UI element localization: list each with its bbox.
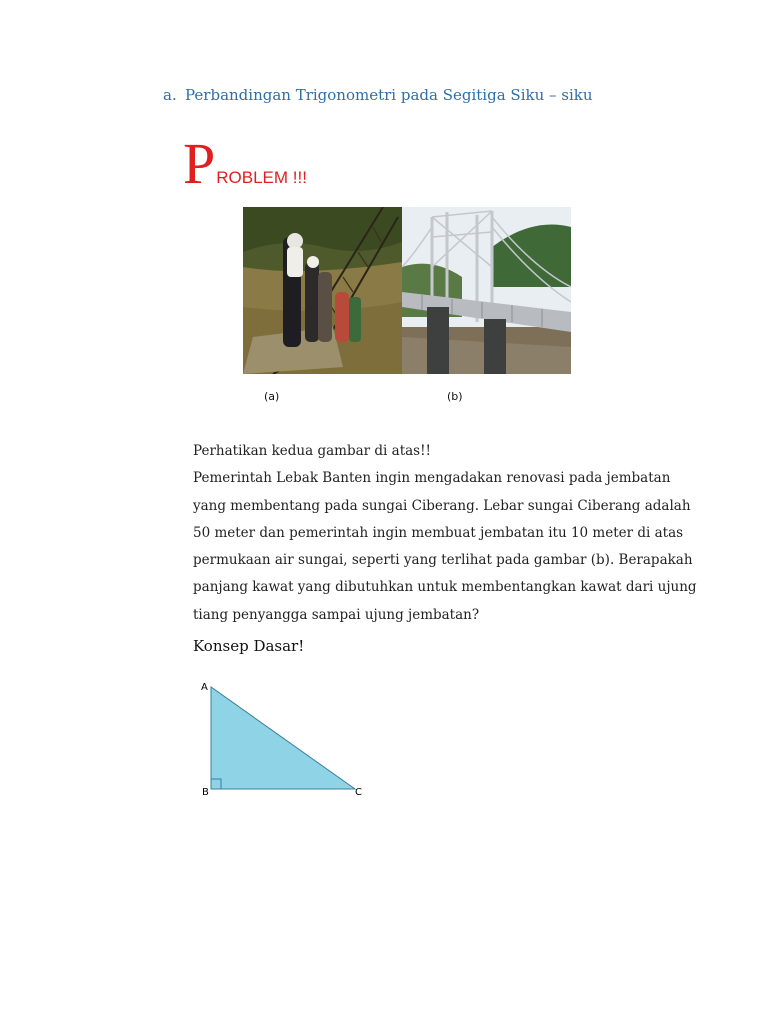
paragraph-line: yang membentang pada sungai Ciberang. Lebar sungai Ciberang adalah [193,497,691,514]
photo-b [402,207,571,374]
section-title: Perbandingan Trigonometri pada Segitiga Siku – siku [185,86,593,104]
paragraph-line: tiang penyangga sampai ujung jembatan? [193,606,480,623]
vertex-label-a: A [201,682,208,693]
section-marker: a. [163,86,177,104]
problem-rest: ROBLEM !!! [216,168,307,187]
paragraph-line: panjang kawat yang dibutuhkan untuk membentangkan kawat dari ujung [193,579,697,596]
problem-big-letter: P [183,131,216,196]
paragraph-line: Perhatikan kedua gambar di atas!! [193,443,431,459]
paragraph-line: 50 meter dan pemerintah ingin membuat jembatan itu 10 meter di atas [193,524,684,541]
problem-title [183,131,307,196]
right-triangle-diagram [195,678,375,803]
photo-a [243,207,402,374]
section-heading [163,86,593,104]
caption-a: (a) [264,390,280,403]
problem-paragraph [193,438,713,629]
caption-b: (b) [447,390,463,403]
right-triangle [211,687,355,789]
vertex-label-b: B [202,787,209,798]
konsep-heading: Konsep Dasar! [193,637,305,655]
paragraph-line: permukaan air sungai, seperti yang terlihat pada gambar (b). Berapakah [193,552,693,569]
vertex-label-c: C [355,787,362,798]
paragraph-line: Pemerintah Lebak Banten ingin mengadakan renovasi pada jembatan [193,470,671,487]
